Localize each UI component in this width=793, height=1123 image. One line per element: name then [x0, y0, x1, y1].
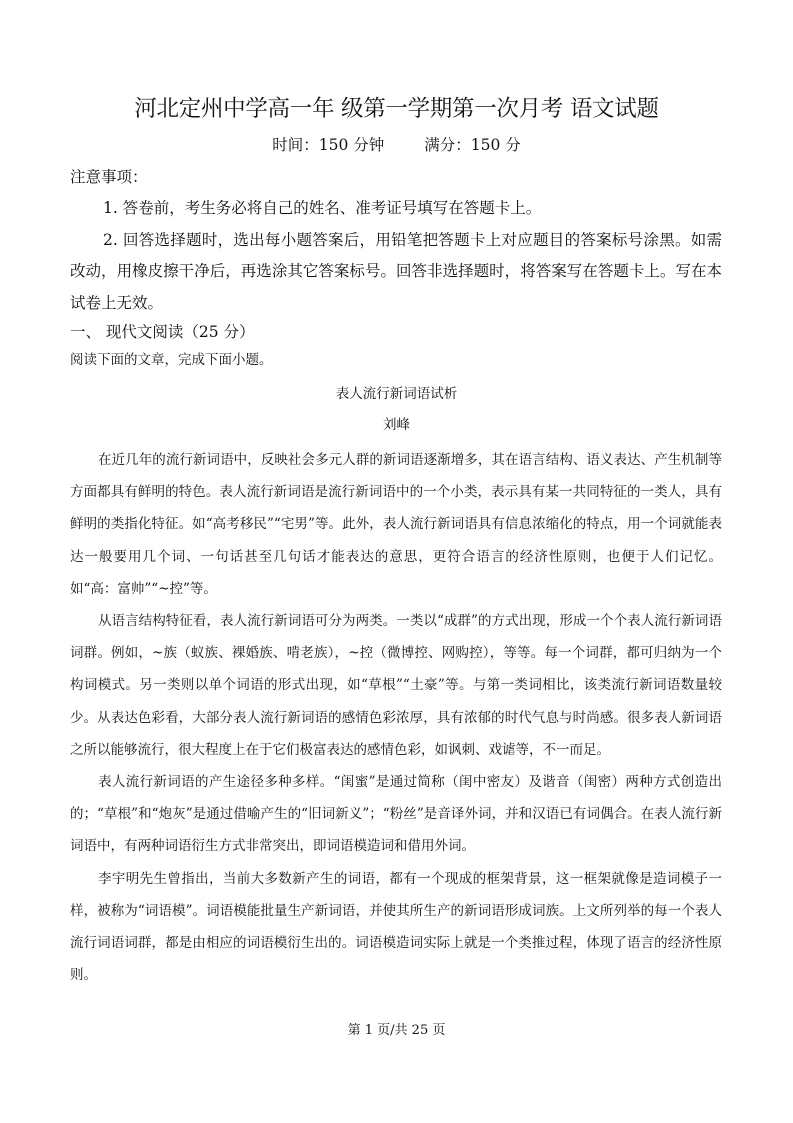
section-intro: 阅读下面的文章，完成下面小题。 [70, 352, 273, 368]
note-item-1: 1. 答卷前，考生务必将自己的姓名、准考证号填写在答题卡上。 [103, 199, 542, 217]
exam-time: 时间：150 分钟 [272, 136, 385, 154]
article-paragraph: 表人流行新词语的产生途径多种多样。“闺蜜”是通过简称（闺中密友）及谐音（闺密）两种方式创造出的；“草根”和“炮灰”是通过借喻产生的“旧词新义”；“粉丝”是音译外词，并和汉语已有词偶合。在表人流行新词语中，有两种词语衍生方式非常突出，即词语模造词和借用外词。 [70, 774, 722, 855]
exam-title: 河北定州中学高一年 级第一学期第一次月考 语文试题 [134, 96, 659, 122]
article-author: 刘峰 [383, 417, 410, 433]
exam-full-score: 满分：150 分 [424, 136, 521, 154]
notes-heading: 注意事项： [70, 168, 148, 186]
notes-list [70, 193, 722, 319]
article-paragraph: 从语言结构特征看，表人流行新词语可分为两类。一类以“成群”的方式出现，形成一个个表人流行新词语词群。例如，~族（蚁族、裸婚族、啃老族），~控（微博控、网购控），等等。每一个词群，都可归纳为一个构词模式。另一类则以单个词语的形式出现，如“草根”“土豪”等。与第一类词相比，该类流行新词语数量较少。从表达色彩看，大部分表人流行新词语的感情色彩浓厚，具有浓郁的时代气息与时尚感。很多表人新词语之所以能够流行，很大程度上在于它们极富表达的感情色彩，如讽刺、戏谑等，不一而足。 [70, 613, 722, 758]
page-number: 第 1 页/共 25 页 [347, 1023, 446, 1038]
article-paragraph: 李宇明先生曾指出，当前大多数新产生的词语，都有一个现成的框架背景，这一框架就像是造词模子一样，被称为“词语模”。词语模能批量生产新词语，并使其所生产的新词语形成词族。上文所列举的每一个表人流行词语词群，都是由相应的词语模衍生出的。词语模造词实际上就是一个类推过程，体现了语言的经济性原则。 [70, 870, 722, 984]
article-body [70, 444, 722, 991]
article-paragraph: 在近几年的流行新词语中，反映社会多元人群的新词语逐渐增多，其在语言结构、语义表达、产生机制等方面都具有鲜明的特色。表人流行新词语是流行新词语中的一个小类，表示具有某一共同特征的一类人，具有鲜明的类指化特征。如“高考移民”“宅男”等。此外，表人流行新词语具有信息浓缩化的特点，用一个词就能表达一般要用几个词、一句话甚至几句话才能表达的意思，更符合语言的经济性原则，也便于人们记忆。如“高：富帅”“~控”等。 [70, 452, 722, 597]
exam-info [0, 133, 793, 157]
section-heading: 一、 现代文阅读（25 分） [70, 323, 255, 341]
note-item-2: 2. 回答选择题时，选出每小题答案后，用铅笔把答题卡上对应题目的答案标号涂黑。如需改动，用橡皮擦干净后，再选涂其它答案标号。回答非选择题时，将答案写在答题卡上。写在本试卷上无效。 [70, 230, 722, 312]
article-title: 表人流行新词语试析 [335, 386, 458, 402]
